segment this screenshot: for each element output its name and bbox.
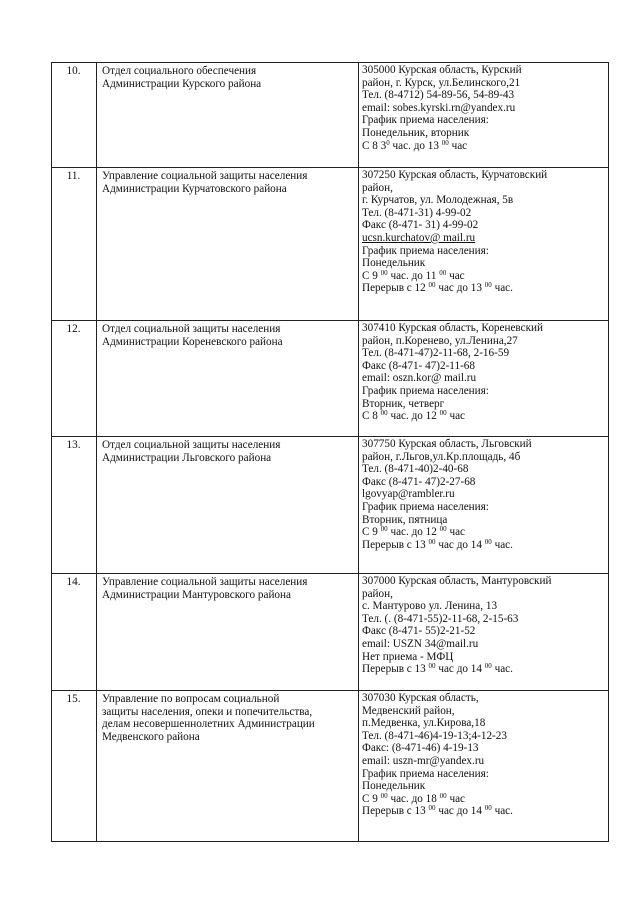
superscript-minutes: 00 [380,526,388,534]
office-name-line: Медвенского района [102,730,200,743]
schedule-text: С 9 [362,792,381,805]
office-name [97,321,359,437]
contact-line: с. Мантурово ул. Ленина, 13 [362,600,498,613]
contact-line: Тел. (8-471-40)2-40-68 [362,463,469,476]
contact-line: График приема населения: [362,384,489,397]
contact-line: Понедельник [362,780,426,793]
superscript-minutes: 00 [380,410,388,418]
schedule-text: час [446,269,465,282]
contact-line: Вторник, четверг [362,397,445,410]
row-number: 15. [52,691,97,842]
schedule-text: Перерыв с 12 [362,282,429,295]
office-name-line: Администрации Курчатовского района [102,182,287,195]
office-name-line: Администрации Кореневского района [102,335,283,348]
office-contacts [359,437,609,574]
schedule-text: Перерыв с 13 [362,663,429,676]
table-row [52,321,609,437]
office-name [97,168,359,321]
contact-line: район, г.Льгов,ул.Кр.площадь, 4б [362,450,521,463]
offices-table [51,62,609,842]
schedule-line [362,663,604,676]
superscript-minutes: 00 [439,526,447,534]
schedule-text: час до 14 [435,663,485,676]
office-name-line: Администрации Курского района [102,77,262,90]
table-row [52,437,609,574]
superscript-minutes: 00 [484,663,492,671]
schedule-line [362,793,604,806]
contact-line: Понедельник [362,257,426,270]
contact-line: 305000 Курская область, Курский [362,64,522,76]
contact-line: lgovyap@rambler.ru [362,488,455,501]
office-contacts [359,691,609,842]
schedule-text: С 8 [362,410,381,423]
schedule-text: час. до 18 [387,792,440,805]
contact-line: График приема населения: [362,244,489,257]
schedule-text: час [448,139,468,152]
superscript-minutes: 00 [428,282,436,290]
table-row [52,691,609,842]
row-number: 10. [52,63,97,168]
schedule-text: С 9 [362,526,381,539]
schedule-line [362,270,604,283]
contact-line: г. Курчатов, ул. Молодежная, 5в [362,194,514,207]
office-contacts [359,574,609,691]
superscript-minutes: 00 [441,139,449,147]
contact-line: Факс (8-471- 55)2-21-52 [362,625,476,638]
row-number: 14. [52,574,97,691]
contact-line: email: USZN 34@mail.ru [362,637,479,650]
contact-line: 307410 Курская область, Кореневский [362,322,544,334]
schedule-text: Перерыв с 13 [362,538,429,551]
superscript-minutes: 00 [380,792,388,800]
contact-line: Медвенский район, [362,704,455,717]
offices-table-body [52,63,609,842]
contact-line: График приема населения: [362,114,489,127]
schedule-text: час. [491,805,513,818]
contact-line: п.Медвенка, ул.Кирова,18 [362,717,486,730]
superscript-minutes: 00 [428,663,436,671]
contact-line: Вторник, пятница [362,513,448,526]
office-name-line: Отдел социальной защиты населения [102,439,281,451]
schedule-line [362,140,604,153]
contact-line: Понедельник, вторник [362,126,470,139]
contact-line: Факс: (8-471-46) 4-19-13 [362,742,479,755]
contact-line: email: uszn-mr@yandex.ru [362,754,485,767]
office-name-line: Управление социальной защиты населения [102,576,308,588]
office-name [97,437,359,574]
office-contacts [359,63,609,168]
contact-line: 307250 Курская область, Курчатовский [362,169,548,181]
schedule-text: час. [491,538,513,551]
schedule-text: С 8 3 [362,139,387,152]
superscript-minutes: 00 [484,805,492,813]
office-name-line: Администрации Льговского района [102,451,272,464]
contact-line: Тел. (. (8-471-55)2-11-68, 2-15-63 [362,612,519,625]
schedule-text: час до 14 [435,538,485,551]
schedule-text: час. до 12 [387,526,440,539]
contact-line: email: sobes.kyrski.rn@yandex.ru [362,101,516,114]
schedule-text: час. до 12 [387,410,440,423]
schedule-text: С 9 [362,269,381,282]
contact-line: район, [362,181,393,194]
table-row [52,63,609,168]
superscript-minutes: 00 [428,805,436,813]
contact-line: Нет приема - МФЦ [362,650,454,663]
schedule-text: час. [491,663,513,676]
contact-line: Факс (8-471- 47)2-11-68 [362,359,475,372]
contact-line: График приема населения: [362,767,489,780]
schedule-text: час. [491,282,513,295]
office-name [97,574,359,691]
contact-line: район, [362,587,393,600]
row-number: 12. [52,321,97,437]
office-name-line: Управление по вопросам социальной [102,693,280,705]
schedule-line [362,539,604,552]
contact-line: График приема населения: [362,500,489,513]
table-row [52,574,609,691]
contact-line: Факс (8-471- 31) 4-99-02 [362,219,479,232]
schedule-text: час [446,410,466,423]
office-name-line: Управление социальной защиты населения [102,170,308,182]
contact-line: 307030 Курская область, [362,692,479,704]
contact-line: 307750 Курская область, Льговский [362,438,532,450]
office-name-line: Отдел социального обеспечения [102,65,257,77]
contact-line: Тел. (8-471-47)2-11-68, 2-16-59 [362,347,510,360]
row-number: 13. [52,437,97,574]
contact-line: Тел. (8-471-31) 4-99-02 [362,206,472,219]
contact-line: email: oszn.kor@ mail.ru [362,372,477,385]
schedule-text: час. до 13 [389,139,442,152]
schedule-text: час до 14 [435,805,485,818]
office-name-line: защиты населения, опеки и попечительства, [102,705,313,718]
schedule-line [362,410,604,423]
schedule-line [362,526,604,539]
superscript-minutes: 0 [386,139,390,147]
schedule-text: Перерыв с 13 [362,805,429,818]
office-contacts [359,321,609,437]
superscript-minutes: 00 [439,792,447,800]
table-row [52,168,609,321]
superscript-minutes: 00 [380,269,388,277]
office-name-line: Администрации Мантуровского района [102,588,291,601]
contact-line: Факс (8-471- 47)2-27-68 [362,475,476,488]
schedule-text: час. до 11 [387,269,440,282]
office-name-line: Отдел социальной защиты населения [102,323,281,335]
schedule-text: час до 13 [435,282,485,295]
office-contacts [359,168,609,321]
superscript-minutes: 00 [439,269,447,277]
schedule-text: час [446,526,466,539]
row-number: 11. [52,168,97,321]
superscript-minutes: 00 [428,538,436,546]
office-name [97,691,359,842]
schedule-line [362,805,604,818]
schedule-text: час [446,792,466,805]
superscript-minutes: 00 [439,410,447,418]
contact-line: Тел. (8-4712) 54-89-56, 54-89-43 [362,89,515,102]
superscript-minutes: 00 [484,282,492,290]
contact-line: 307000 Курская область, Мантуровский [362,575,552,587]
contact-line: Тел. (8-471-46)4-19-13;4-12-23 [362,729,507,742]
contact-line: район, г. Курск, ул.Белинского,21 [362,76,521,89]
email-link: ucsn.kurchatov@ mail.ru [362,231,476,244]
contact-line: район, п.Коренево, ул.Ленина,27 [362,334,518,347]
office-name-line: делам несовершеннолетних Администрации [102,718,315,731]
office-name [97,63,359,168]
schedule-line [362,282,604,295]
superscript-minutes: 00 [484,538,492,546]
